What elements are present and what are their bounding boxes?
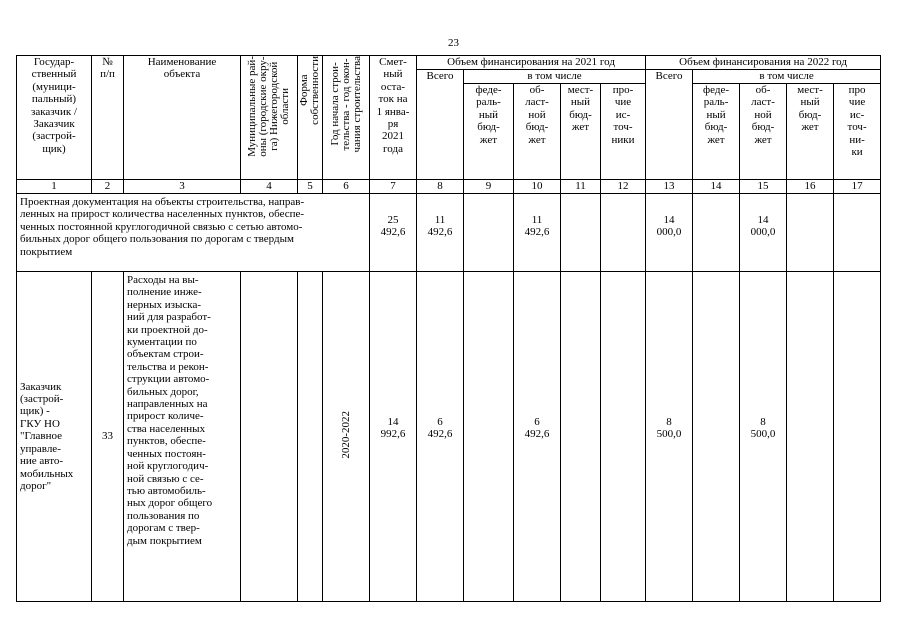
project-title: Проектная документация на объекты строительства, направ- ленных на прирост количества населенных пунктов, обеспе- ченных постоянной круглогодичной связью с сетью автомо- бильных дорог общего пользования по дорогам с твердым покрытием [17,194,370,272]
column-number: 13 [646,180,693,194]
project-regional-2022: 14 000,0 [740,194,787,272]
table-row [17,194,881,272]
item-local-2022 [787,272,834,602]
project-federal-2021 [464,194,514,272]
table-row [17,272,881,602]
column-number: 4 [241,180,298,194]
project-other-2022 [834,194,881,272]
header-total-2022: Всего [646,70,693,180]
item-customer: Заказчик (застрой- щик) - ГКУ НО "Главное управле- ние авто- мобильных дорог" [17,272,92,602]
header-regional-2022: об- ласт- ной бюд- жет [740,84,787,180]
project-federal-2022 [693,194,740,272]
header-incl-2021: в том числе [464,70,646,84]
column-number: 17 [834,180,881,194]
project-local-2022 [787,194,834,272]
header-federal-2021: феде- раль- ный бюд- жет [464,84,514,180]
project-regional-2021: 11 492,6 [514,194,561,272]
project-other-2021 [601,194,646,272]
item-local-2021 [561,272,601,602]
column-number: 16 [787,180,834,194]
column-number: 3 [124,180,241,194]
column-number: 5 [298,180,323,194]
column-number: 8 [417,180,464,194]
item-federal-2021 [464,272,514,602]
column-number: 11 [561,180,601,194]
header-object-name: Наименование объекта [124,56,241,180]
item-estimate: 14 992,6 [370,272,417,602]
column-number: 7 [370,180,417,194]
column-number: 9 [464,180,514,194]
header-financing-2022: Объем финансирования на 2022 год [646,56,881,70]
item-other-2022 [834,272,881,602]
item-regional-2021: 6 492,6 [514,272,561,602]
header-local-2022: мест- ный бюд- жет [787,84,834,180]
column-number: 10 [514,180,561,194]
project-local-2021 [561,194,601,272]
header-customer: Государ- ственный (муници- пальный) заказчик / Заказчик (застрой- щик) [17,56,92,180]
header-other-2021: про- чие ис- точ- ники [601,84,646,180]
header-financing-2021: Объем финансирования на 2021 год [417,56,646,70]
column-number: 6 [323,180,370,194]
item-total-2022: 8 500,0 [646,272,693,602]
item-other-2021 [601,272,646,602]
column-number: 14 [693,180,740,194]
header-regional-2021: об- ласт- ной бюд- жет [514,84,561,180]
item-object-name: Расходы на вы- полнение инже- нерных изыска- ний для разработ- ки проектной до- кументации по объектам строи- тельства и рекон- струкции автомо- бильных дорог, направленных на прирост количе- ства населенных пунктов, обеспе- ченных постоян- ной круглогодич- ной связью с се- тью автомобиль- ных дорог общего пользования по дорогам с твер- дым покрытием [124,272,241,602]
column-number: 12 [601,180,646,194]
header-number: № п/п [92,56,124,180]
item-regional-2022: 8 500,0 [740,272,787,602]
header-other-2022: про чие ис- точ- ни- ки [834,84,881,180]
item-years: 2020-2022 [323,272,370,602]
project-estimate: 25 492,6 [370,194,417,272]
header-construction-years: Год начала строи- тельства - год окон- чания строительства [323,56,370,180]
header-ownership: Форма собственности [298,56,323,180]
item-total-2021: 6 492,6 [417,272,464,602]
financing-table [16,55,881,602]
column-number: 2 [92,180,124,194]
column-number: 1 [17,180,92,194]
header-local-2021: мест- ный бюд- жет [561,84,601,180]
header-total-2021: Всего [417,70,464,180]
header-estimate-balance: Смет- ный оста- ток на 1 янва- ря 2021 года [370,56,417,180]
item-municipal [241,272,298,602]
project-total-2022: 14 000,0 [646,194,693,272]
header-federal-2022: феде- раль- ный бюд- жет [693,84,740,180]
header-municipal-districts: Муниципальные рай- оны (городские окру- га) Нижегородской области [241,56,298,180]
header-incl-2022: в том числе [693,70,881,84]
item-number: 33 [92,272,124,602]
item-ownership [298,272,323,602]
project-total-2021: 11 492,6 [417,194,464,272]
column-number: 15 [740,180,787,194]
item-federal-2022 [693,272,740,602]
page-number: 23 [448,37,459,49]
